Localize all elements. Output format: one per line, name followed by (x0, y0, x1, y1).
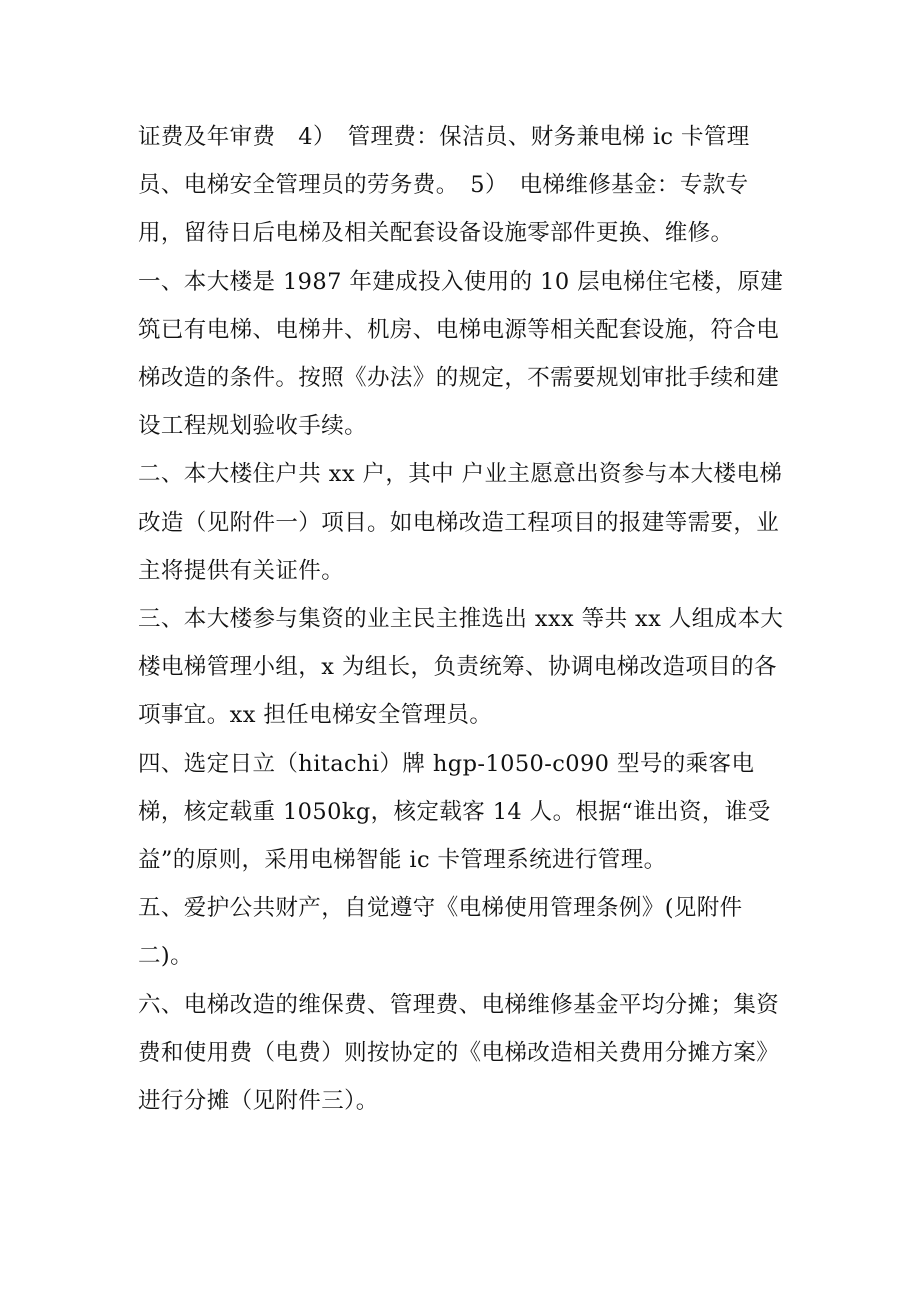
paragraph-item-2: 二、本大楼住户共 xx 户，其中 户业主愿意出资参与本大楼电梯改造（见附件一）项目。如电梯改造工程项目的报建等需要，业主将提供有关证件。 (138, 461, 783, 584)
paragraph-fees-continued: 证费及年审费 4） 管理费：保洁员、财务兼电梯 ic 卡管理员、电梯安全管理员的劳务费。 5） 电梯维修基金：专款专用，留待日后电梯及相关配套设备设施零部件更换、维修。 (138, 124, 750, 247)
paragraph-item-6: 六、电梯改造的维保费、管理费、电梯维修基金平均分摊；集资费和使用费（电费）则按协定的《电梯改造相关费用分摊方案》进行分摊（见附件三）。 (138, 991, 780, 1115)
paragraph-item-3: 三、本大楼参与集资的业主民主推选出 xxx 等共 xx 人组成本大楼电梯管理小组，x 为组长，负责统筹、协调电梯改造项目的各项事宜。xx 担任电梯安全管理员。 (138, 606, 784, 729)
paragraph-item-1: 一、本大楼是 1987 年建成投入使用的 10 层电梯住宅楼，原建筑已有电梯、电梯井、机房、电梯电源等相关配套设施，符合电梯改造的条件。按照《办法》的规定，不需要规划审批手续和建设工程规划验收手续。 (138, 268, 784, 440)
paragraph-item-5: 五、爱护公共财产，自觉遵守《电梯使用管理条例》(见附件二)。 (138, 895, 743, 970)
paragraph-item-4: 四、选定日立（hitachi）牌 hgp-1050-c090 型号的乘客电梯，核定载重 1050kg，核定载客 14 人。根据“谁出资，谁受益”的原则，采用电梯智能 ic 卡管理系统进行管理。 (138, 750, 771, 874)
document-body (138, 113, 788, 1125)
